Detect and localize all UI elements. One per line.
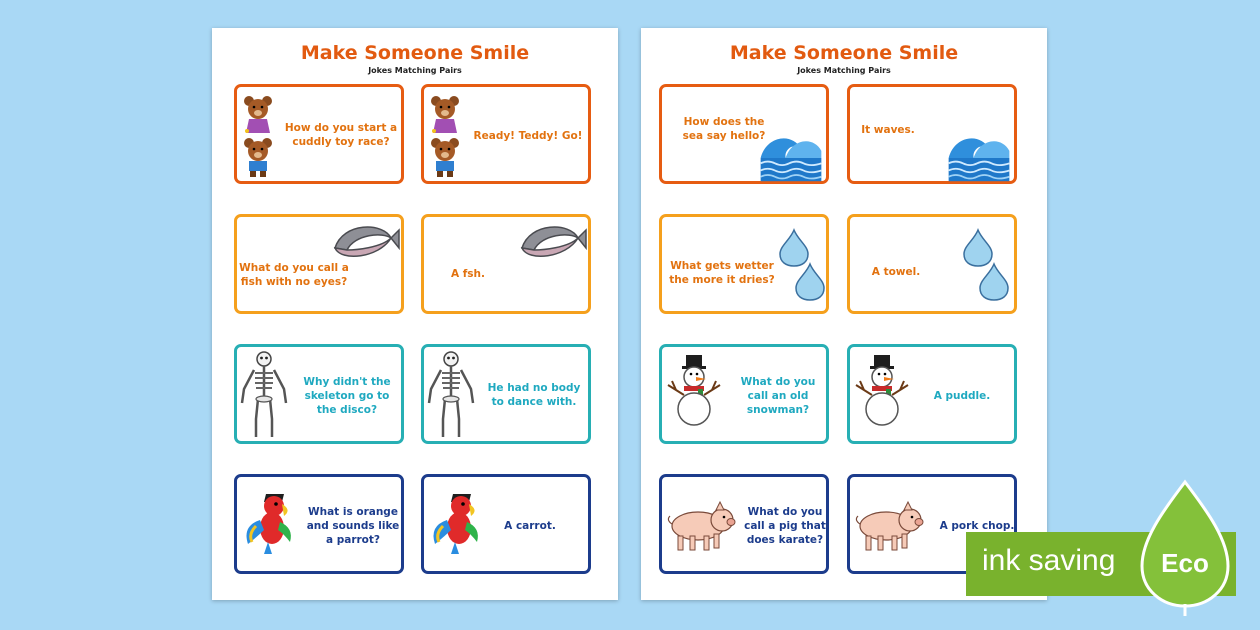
parrot-icon: [428, 489, 486, 559]
joke-card: [659, 344, 829, 444]
joke-text: A fsh.: [450, 268, 486, 280]
joke-text: It waves.: [861, 124, 915, 136]
joke-card: [421, 474, 591, 574]
water-drops-icon: [776, 225, 826, 305]
joke-card: [659, 84, 829, 184]
eco-leaf-icon: [1138, 478, 1232, 618]
skeleton-icon: [239, 349, 289, 441]
joke-text: What gets wetter the more it dries?: [669, 260, 775, 286]
eco-tag: Eco: [1161, 548, 1209, 578]
snowman-icon: [666, 353, 722, 437]
worksheet-left: [212, 28, 618, 600]
ink-saving-label: ink saving: [982, 544, 1116, 577]
teddy-bears-icon: [239, 89, 277, 181]
joke-card: [421, 214, 591, 314]
parrot-icon: [241, 489, 299, 559]
joke-card: [659, 214, 829, 314]
joke-card: [847, 214, 1017, 314]
joke-card: [234, 214, 404, 314]
joke-text: What is orange and sounds like a parrot?: [306, 506, 400, 546]
joke-text: What do you call an old snowman?: [740, 376, 816, 416]
fish-icon: [516, 221, 588, 267]
joke-card: [421, 84, 591, 184]
joke-card: [421, 344, 591, 444]
joke-text: He had no body to dance with.: [487, 382, 581, 408]
joke-card: [659, 474, 829, 574]
pig-icon: [664, 497, 744, 555]
wave-icon: [944, 133, 1014, 183]
sheet-title: Make Someone Smile: [729, 42, 959, 64]
snowman-icon: [854, 353, 910, 437]
joke-card: [847, 344, 1017, 444]
joke-text: How do you start a cuddly toy race?: [284, 122, 398, 148]
joke-text: Ready! Teddy! Go!: [473, 130, 583, 142]
joke-text: What do you call a fish with no eyes?: [239, 262, 349, 288]
joke-card: [234, 474, 404, 574]
joke-text: A towel.: [871, 266, 921, 278]
joke-card: [234, 84, 404, 184]
joke-text: A puddle.: [933, 390, 991, 402]
joke-text: How does the sea say hello?: [682, 116, 766, 142]
water-drops-icon: [960, 225, 1010, 305]
wave-icon: [756, 133, 826, 183]
sheet-subtitle: Jokes Matching Pairs: [797, 66, 891, 75]
joke-card: [847, 84, 1017, 184]
pig-icon: [852, 497, 932, 555]
joke-text: What do you call a pig that does karate?: [744, 506, 826, 546]
joke-text: A carrot.: [504, 520, 556, 532]
sheet-subtitle: Jokes Matching Pairs: [368, 66, 462, 75]
joke-card: [234, 344, 404, 444]
teddy-bears-icon: [426, 89, 464, 181]
joke-text: Why didn't the skeleton go to the disco?: [303, 376, 391, 416]
skeleton-icon: [426, 349, 476, 441]
sheet-title: Make Someone Smile: [300, 42, 530, 64]
worksheet-right: [641, 28, 1047, 600]
joke-text: A pork chop.: [939, 520, 1015, 532]
